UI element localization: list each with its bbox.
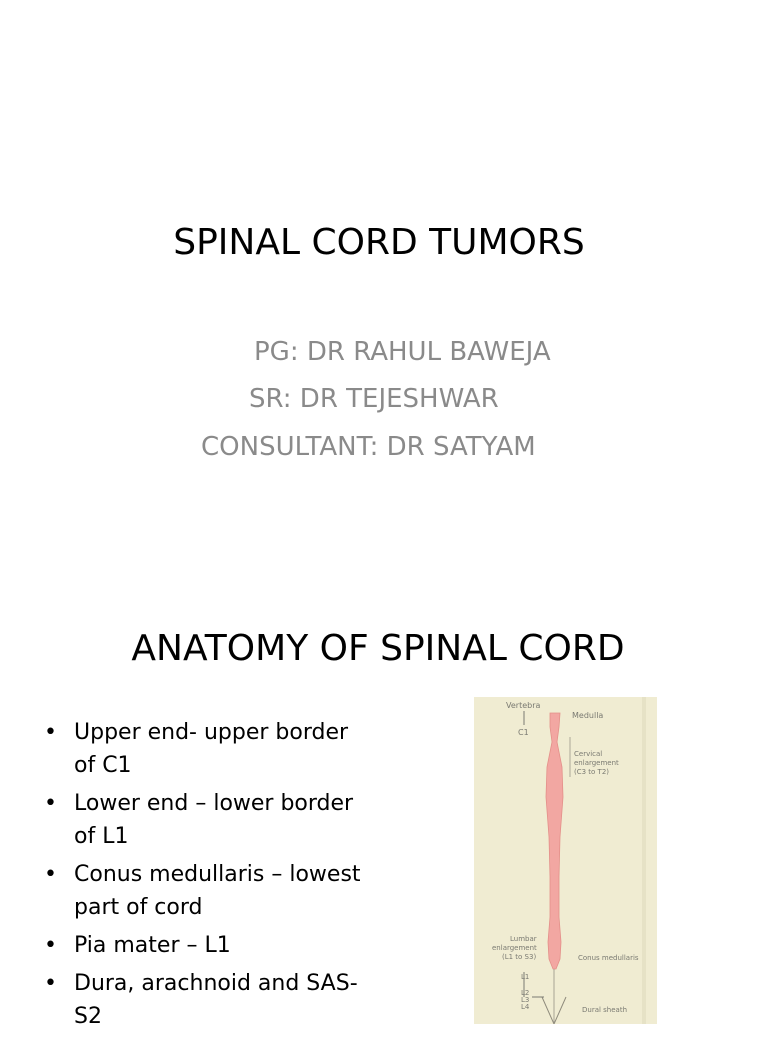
presenter-sr: SR: DR TEJESHWAR (249, 384, 499, 414)
bullet-item: • Pia mater – L1 (44, 929, 374, 962)
label-conus: Conus medullaris (578, 954, 639, 962)
label-cervical-1: Cervical (574, 750, 603, 758)
anatomy-slide-title: ANATOMY OF SPINAL CORD (131, 628, 625, 669)
label-l4: L4 (521, 1003, 530, 1011)
spinal-cord-illustration (474, 697, 657, 1024)
bullet-item: • Dura, arachnoid and SAS- S2 (44, 967, 374, 1033)
presenter-pg: PG: DR RAHUL BAWEJA (254, 337, 551, 367)
label-l2: L2 (521, 989, 530, 997)
spinal-cord-diagram (474, 697, 657, 1024)
presenter-consultant: CONSULTANT: DR SATYAM (201, 432, 536, 462)
label-medulla: Medulla (572, 711, 604, 720)
label-cervical-2: enlargement (574, 759, 619, 767)
label-lumbar-3: (L1 to S3) (502, 953, 537, 961)
label-lumbar-2: enlargement (492, 944, 537, 952)
label-l3: L3 (521, 996, 530, 1004)
label-lumbar-1: Lumbar (510, 935, 537, 943)
label-dural-sheath: Dural sheath (582, 1006, 628, 1014)
label-l1: L1 (521, 973, 530, 981)
bullet-item: • Conus medullaris – lowest part of cord (44, 858, 374, 924)
label-vertebra: Vertebra (506, 701, 541, 710)
diagram-background (474, 697, 657, 1024)
slide-title: SPINAL CORD TUMORS (173, 222, 585, 263)
bullet-item: • Upper end- upper border of C1 (44, 716, 374, 782)
label-cervical-3: (C3 to T2) (574, 768, 610, 776)
anatomy-bullet-list (44, 716, 374, 1038)
label-c1: C1 (518, 728, 529, 737)
bullet-item: • Lower end – lower border of L1 (44, 787, 374, 853)
